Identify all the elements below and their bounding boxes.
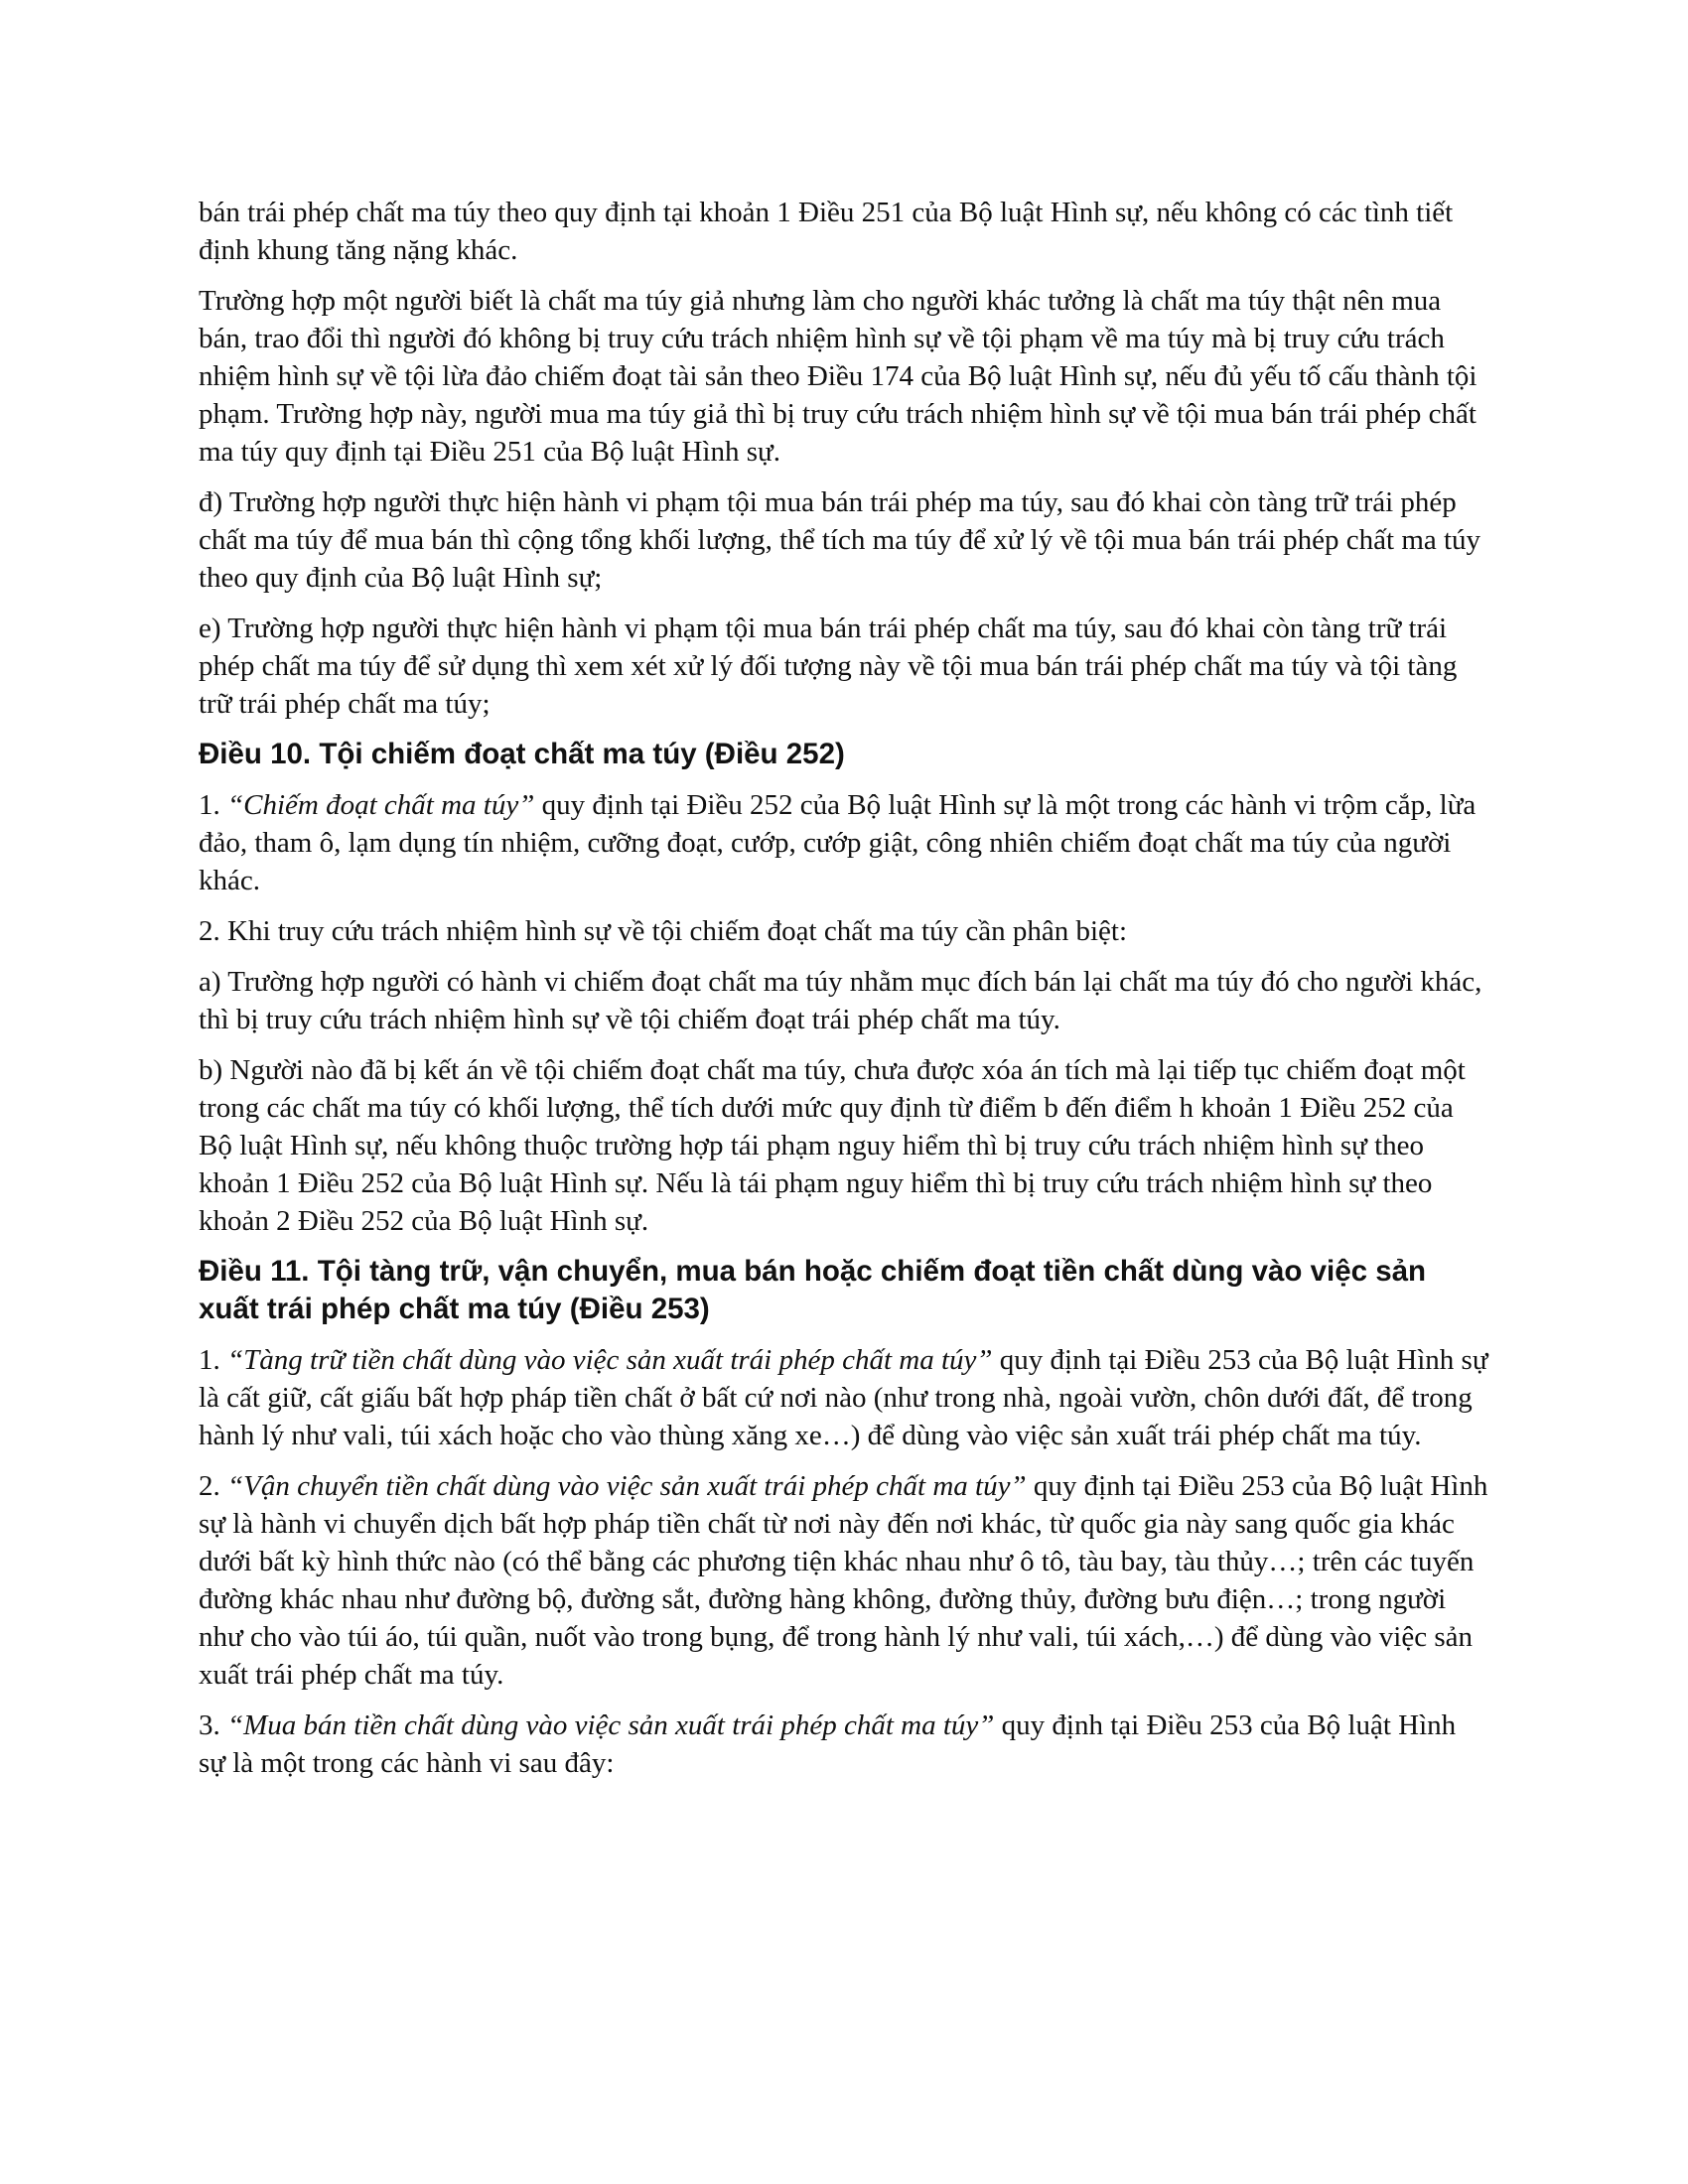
heading-article-10: Điều 10. Tội chiếm đoạt chất ma túy (Điều 252) (199, 738, 845, 770)
paragraph-item-e: e) Trường hợp người thực hiện hành vi phạm tội mua bán trái phép chất ma túy, sau đó khai còn tàng trữ trái phép chất ma túy để sử dụng thì xem xét xử lý đối tượng này về tội mua bán trái phép chất ma túy và tội tàng trữ trái phép chất ma túy; (199, 613, 1458, 720)
paragraph-fake-drug-case: Trường hợp một người biết là chất ma túy giả nhưng làm cho người khác tưởng là chất ma túy thật nên mua bán, trao đổi thì người đó không bị truy cứu trách nhiệm hình sự về tội phạm về ma túy mà bị truy cứu trách nhiệm hình sự về tội lừa đảo chiếm đoạt tài sản theo Điều 174 của Bộ luật Hình sự, nếu đủ yếu tố cấu thành tội phạm. Trường hợp này, người mua ma túy giả thì bị truy cứu trách nhiệm hình sự về tội mua bán trái phép chất ma túy quy định tại Điều 251 của Bộ luật Hình sự. (199, 285, 1477, 468)
paragraph-continuation: bán trái phép chất ma túy theo quy định tại khoản 1 Điều 251 của Bộ luật Hình sự, nếu không có các tình tiết định khung tăng nặng khác. (199, 197, 1454, 266)
clause-term: “Vận chuyển tiền chất dùng vào việc sản xuất trái phép chất ma túy” (227, 1470, 1027, 1502)
clause-term: “Mua bán tiền chất dùng vào việc sản xuất trái phép chất ma túy” (227, 1709, 995, 1741)
clause-text: quy định tại Điều 252 của Bộ luật Hình sự là một trong các hành vi trộm cắp, lừa đảo, tham ô, lạm dụng tín nhiệm, cưỡng đoạt, cướp, cướp giật, công nhiên chiếm đoạt chất ma túy của người khác. (199, 789, 1477, 896)
paragraph-article-11-clause-1 (199, 1341, 1489, 1454)
paragraph-article-11-clause-3 (199, 1706, 1489, 1782)
clause-number: 1. (199, 789, 227, 821)
paragraph-article-10-clause-1 (199, 786, 1489, 899)
clause-term: “Tàng trữ tiền chất dùng vào việc sản xuất trái phép chất ma túy” (227, 1344, 993, 1376)
clause-text: quy định tại Điều 253 của Bộ luật Hình sự là một trong các hành vi sau đây: (199, 1709, 1457, 1779)
clause-term: “Chiếm đoạt chất ma túy” (227, 789, 535, 821)
document-page (199, 194, 1489, 1795)
heading-article-11: Điều 11. Tội tàng trữ, vận chuyển, mua bán hoặc chiếm đoạt tiền chất dùng vào việc sản xuất trái phép chất ma túy (Điều 253) (199, 1255, 1427, 1325)
clause-text: quy định tại Điều 253 của Bộ luật Hình sự là hành vi chuyển dịch bất hợp pháp tiền chất từ nơi này đến nơi khác, từ quốc gia này sang quốc gia khác dưới bất kỳ hình thức nào (có thể bằng các phương tiện khác nhau như ô tô, tàu bay, tàu thủy…; trên các tuyến đường khác nhau như đường bộ, đường sắt, đường hàng không, đường thủy, đường bưu điện…; trong người như cho vào túi áo, túi quần, nuốt vào trong bụng, để trong hành lý như vali, túi xách,…) để dùng vào việc sản xuất trái phép chất ma túy. (199, 1470, 1488, 1691)
clause-number: 1. (199, 1344, 227, 1376)
clause-text: quy định tại Điều 253 của Bộ luật Hình sự là cất giữ, cất giấu bất hợp pháp tiền chất ở bất cứ nơi nào (như trong nhà, ngoài vườn, chôn dưới đất, để trong hành lý như vali, túi xách hoặc cho vào thùng xăng xe…) để dùng vào việc sản xuất trái phép chất ma túy. (199, 1344, 1488, 1451)
paragraph-article-10-clause-2: 2. Khi truy cứu trách nhiệm hình sự về tội chiếm đoạt chất ma túy cần phân biệt: (199, 915, 1128, 947)
clause-number: 3. (199, 1709, 227, 1741)
paragraph-article-11-clause-2 (199, 1467, 1489, 1694)
clause-number: 2. (199, 1470, 227, 1502)
paragraph-article-10-item-b: b) Người nào đã bị kết án về tội chiếm đoạt chất ma túy, chưa được xóa án tích mà lại tiếp tục chiếm đoạt một trong các chất ma túy có khối lượng, thể tích dưới mức quy định từ điểm b đến điểm h khoản 1 Điều 252 của Bộ luật Hình sự, nếu không thuộc trường hợp tái phạm nguy hiểm thì bị truy cứu trách nhiệm hình sự theo khoản 1 Điều 252 của Bộ luật Hình sự. Nếu là tái phạm nguy hiểm thì bị truy cứu trách nhiệm hình sự theo khoản 2 Điều 252 của Bộ luật Hình sự. (199, 1054, 1466, 1237)
paragraph-article-10-item-a: a) Trường hợp người có hành vi chiếm đoạt chất ma túy nhằm mục đích bán lại chất ma túy đó cho người khác, thì bị truy cứu trách nhiệm hình sự về tội chiếm đoạt trái phép chất ma túy. (199, 966, 1482, 1035)
paragraph-item-dd: đ) Trường hợp người thực hiện hành vi phạm tội mua bán trái phép ma túy, sau đó khai còn tàng trữ trái phép chất ma túy để mua bán thì cộng tổng khối lượng, thể tích ma túy để xử lý về tội mua bán trái phép chất ma túy theo quy định của Bộ luật Hình sự; (199, 486, 1481, 594)
